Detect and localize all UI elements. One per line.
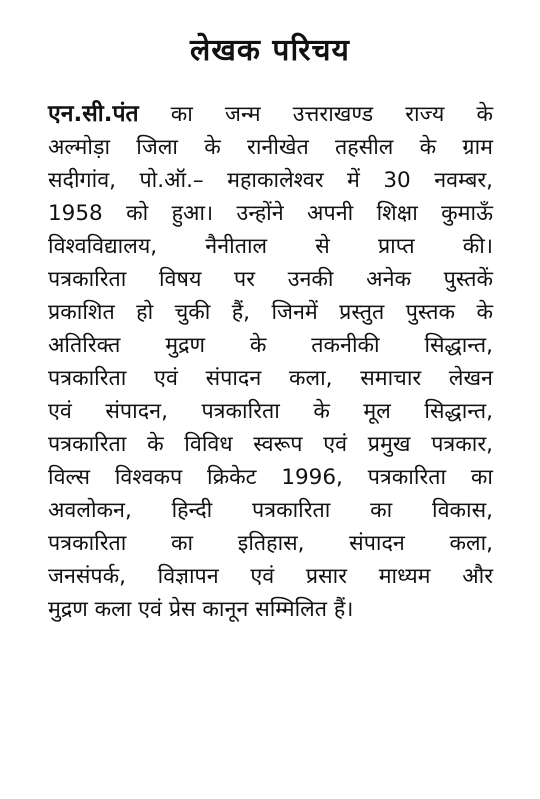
page-title: लेखक परिचय: [190, 33, 350, 68]
bio-line-5: विश्वविद्यालय, नैनीताल से प्राप्त की।: [48, 234, 493, 259]
bio-line-4: 1958 को हुआ। उन्होंने अपनी शिक्षा कुमाऊँ: [48, 201, 493, 226]
bio-line-6: पत्रकारिता विषय पर उनकी अनेक पुस्तकें: [48, 267, 493, 292]
bio-line-16: मुद्रण कला एवं प्रेस कानून सम्मिलित हैं।: [48, 597, 354, 622]
bio-line-8: अतिरिक्त मुद्रण के तकनीकी सिद्धान्त,: [48, 333, 493, 358]
author-name: एन.सी.पंत: [48, 101, 139, 127]
bio-line-11: पत्रकारिता के विविध स्वरूप एवं प्रमुख पत्रकार,: [48, 432, 493, 457]
bio-line-9: पत्रकारिता एवं संपादन कला, समाचार लेखन: [48, 366, 493, 391]
bio-line-2: अल्मोड़ा जिला के रानीखेत तहसील के ग्राम: [48, 135, 493, 160]
bio-line-13: अवलोकन, हिन्दी पत्रकारिता का विकास,: [48, 498, 493, 523]
bio-line-1: [48, 98, 493, 131]
bio-line-3: सदीगांव, पो.ऑ.– महाकालेश्वर में 30 नवम्बर,: [48, 168, 493, 193]
bio-line-1-text: का जन्म उत्तराखण्ड राज्य के: [138, 102, 493, 127]
bio-line-12: विल्स विश्वकप क्रिकेट 1996, पत्रकारिता का: [48, 465, 493, 490]
bio-line-14: पत्रकारिता का इतिहास, संपादन कला,: [48, 531, 493, 556]
bio-line-7: प्रकाशित हो चुकी हैं, जिनमें प्रस्तुत पुस्तक के: [48, 300, 493, 325]
bio-line-15: जनसंपर्क, विज्ञापन एवं प्रसार माध्यम और: [48, 564, 493, 589]
bio-line-10: एवं संपादन, पत्रकारिता के मूल सिद्धान्त,: [48, 399, 493, 424]
author-bio-paragraph: [48, 98, 493, 626]
